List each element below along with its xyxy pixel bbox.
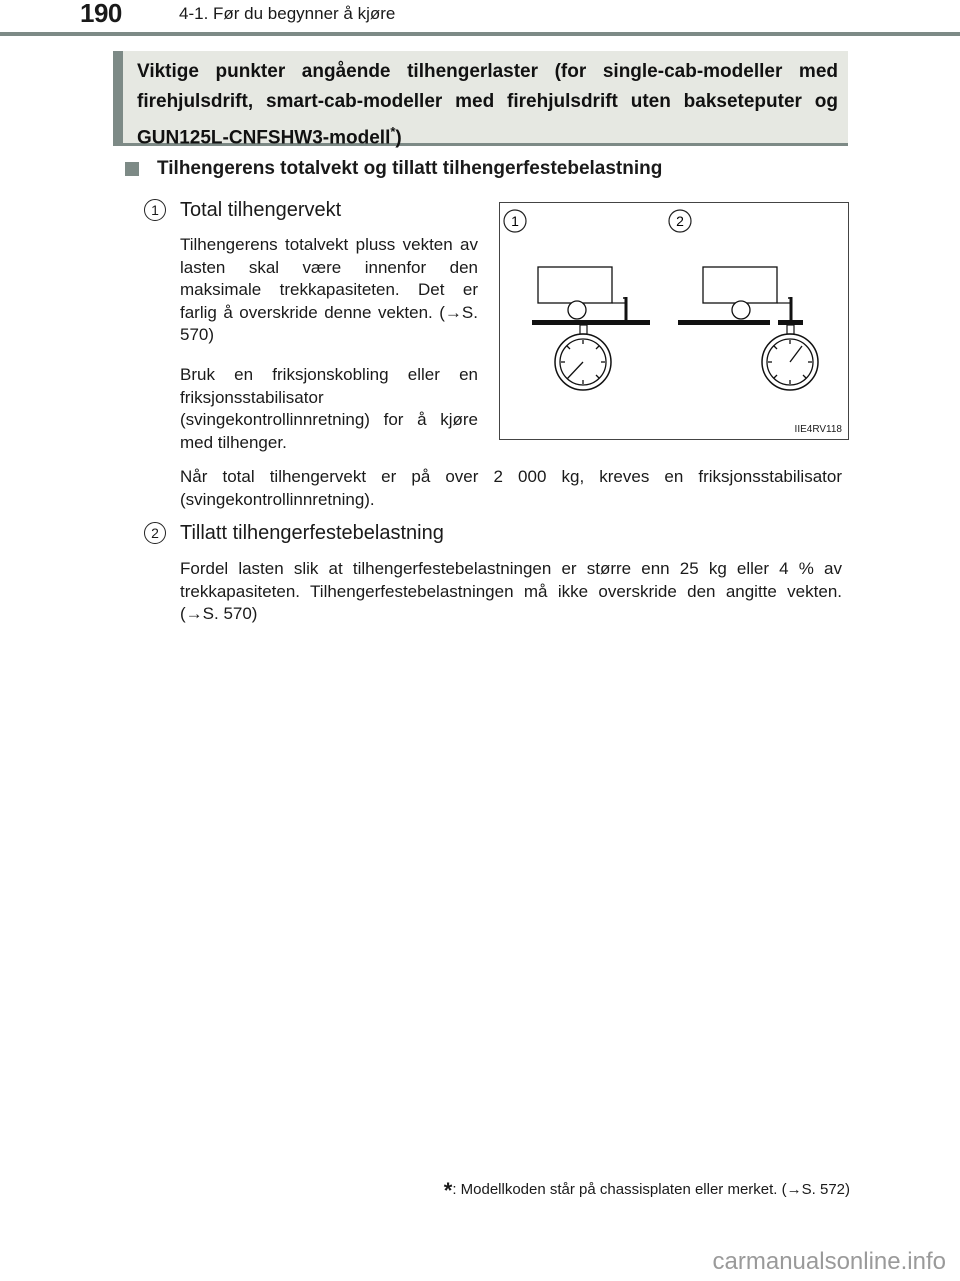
svg-text:2: 2 [676, 213, 684, 229]
trailer-scale-diagram-icon [500, 203, 847, 438]
page-number: 190 [80, 0, 122, 28]
trailer-load-figure [499, 202, 849, 440]
notice-closing: ) [395, 127, 402, 149]
item-1-paragraph-3: Når total tilhengervekt er på over 2 000 kg, kreves en friksjonsstabilisator (svingekontrollinnretning). [180, 467, 842, 509]
figure-code: IIE4RV118 [794, 424, 842, 435]
item-1-paragraph-2: Bruk en friksjonskobling eller en friksjonsstabilisator (svingekontrollinnretning) for å kjøre med tilhenger. [180, 365, 478, 452]
item-number-2: 2 [144, 522, 166, 544]
subheading [125, 158, 662, 180]
svg-text:1: 1 [511, 213, 519, 229]
item-title-1: Total tilhengervekt [180, 199, 342, 221]
square-bullet-icon [125, 162, 139, 176]
watermark: carmanualsonline.info [712, 1248, 946, 1275]
footnote-marker: * [390, 124, 396, 139]
section-title: 4-1. Før du begynner å kjøre [179, 4, 396, 23]
footnote-text: : Modellkoden står på chassisplaten eller merket. (→S. 572) [452, 1181, 850, 1198]
footnote-star: * [443, 1178, 453, 1203]
header-rule [0, 32, 960, 36]
item-2-paragraph-1: Fordel lasten slik at tilhengerfestebelastningen er større enn 25 kg eller 4 % av trekkapasiteten. Tilhengerfestebelastningen må ikke overskride den angitte vekten. (→S. 570) [180, 559, 842, 623]
subheading-text: Tilhengerens totalvekt og tillatt tilhengerfestebelastning [157, 158, 663, 179]
item-1-paragraph-1: Tilhengerens totalvekt pluss vekten av lasten skal være innenfor den maksimale trekkapasiteten. Det er farlig å overskride denne vekten. (→S. 570) [180, 235, 478, 344]
item-title-2: Tillatt tilhengerfestebelastning [180, 522, 444, 544]
notice-text [137, 57, 838, 153]
footnote [444, 1178, 850, 1204]
notice-body: Viktige punkter angående tilhengerlaster (for single-cab-modeller med firehjulsdrift, smart-cab-modeller med firehjulsdrift uten bakseteputer og GUN125L-CNFSHW3-modell [137, 61, 838, 149]
item-number-1: 1 [144, 199, 166, 221]
notice-box [113, 51, 848, 149]
